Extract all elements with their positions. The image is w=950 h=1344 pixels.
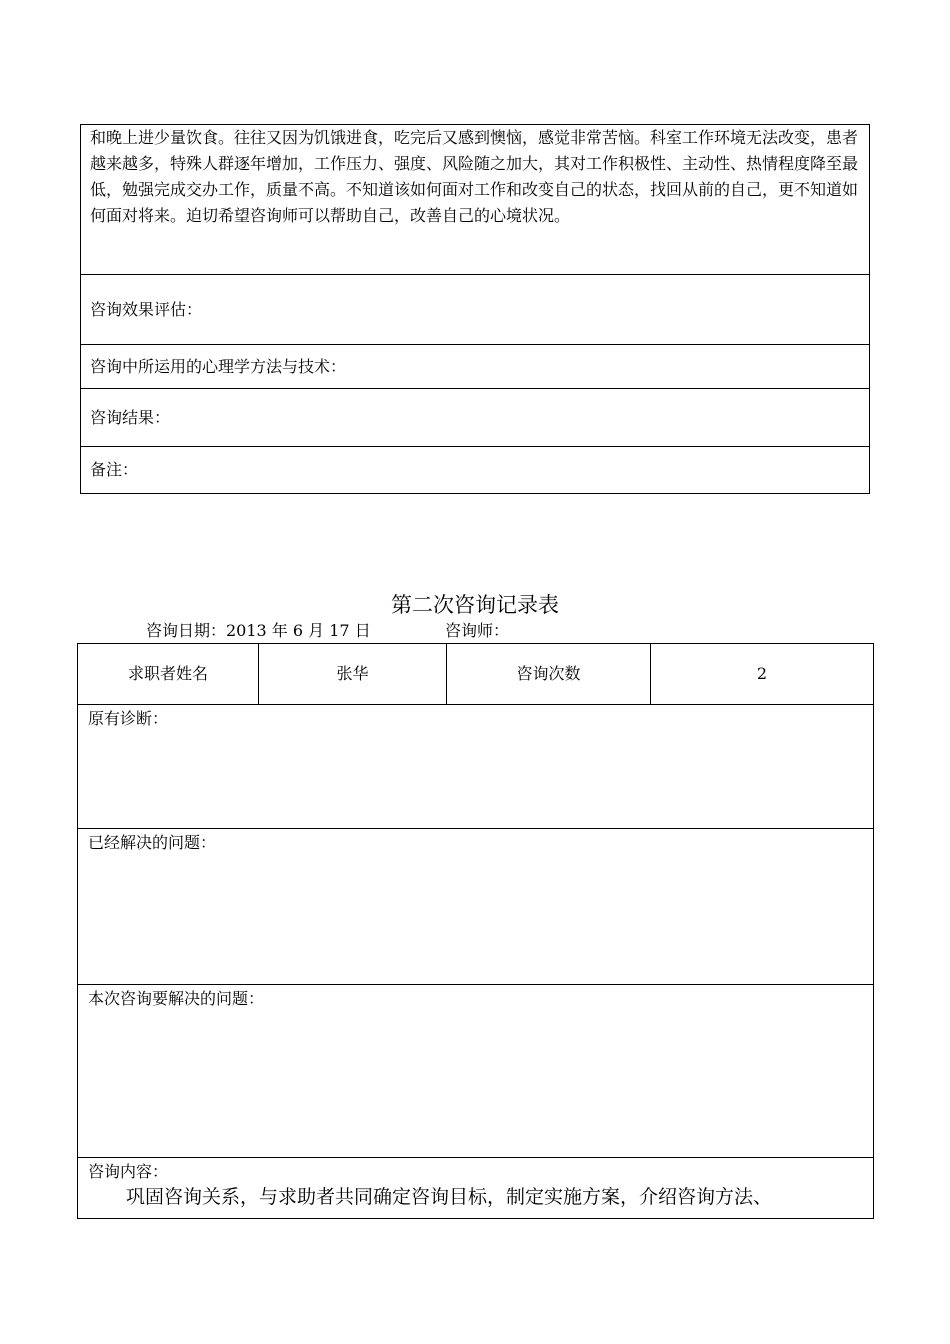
original-diagnosis-label: 原有诊断： (88, 709, 169, 728)
previous-record-table (80, 124, 870, 494)
consult-content-cell (78, 1158, 874, 1219)
remarks-cell (81, 447, 870, 494)
consult-content-text: 巩固咨询关系，与求助者共同确定咨询目标，制定实施方案，介绍咨询方法、 (126, 1186, 773, 1208)
record-title: 第二次咨询记录表 (391, 593, 559, 617)
session-count-value: 2 (651, 644, 874, 705)
methods-techniques-label: 咨询中所运用的心理学方法与技术： (90, 356, 347, 376)
current-problems-cell (78, 985, 874, 1158)
solved-problems-cell (78, 829, 874, 985)
second-record-table (77, 643, 874, 1219)
consult-result-label: 咨询结果： (90, 407, 171, 427)
effect-evaluation-label: 咨询效果评估： (90, 299, 203, 319)
current-problems-label: 本次咨询要解决的问题： (88, 989, 265, 1008)
client-name-value: 张华 (259, 644, 447, 705)
session-count-label: 咨询次数 (447, 644, 651, 705)
consult-content-label: 咨询内容： (88, 1162, 169, 1181)
case-description-text: 和晚上进少量饮食。往往又因为饥饿进食，吃完后又感到懊恼，感觉非常苦恼。科室工作环境无法改变，患者越来越多，特殊人群逐年增加，工作压力、强度、风险随之加大，其对工作积极性、主动性、热情程度降至最低，勉强完成交办工作，质量不高。不知道该如何面对工作和改变自己的状态，找回从前的自己，更不知道如何面对将来。迫切希望咨询师可以帮助自己，改善自己的心境状况。 (90, 128, 859, 225)
case-description-cell (81, 125, 870, 275)
consult-date: 咨询日期：2013 年 6 月 17 日 (146, 621, 371, 640)
original-diagnosis-cell (78, 705, 874, 829)
counselor-label: 咨询师： (445, 621, 510, 640)
solved-problems-label: 已经解决的问题： (88, 833, 217, 852)
consult-result-cell (81, 389, 870, 447)
effect-evaluation-cell (81, 275, 870, 345)
methods-techniques-cell (81, 345, 870, 389)
client-name-label: 求职者姓名 (78, 644, 259, 705)
remarks-label: 备注： (90, 460, 139, 479)
